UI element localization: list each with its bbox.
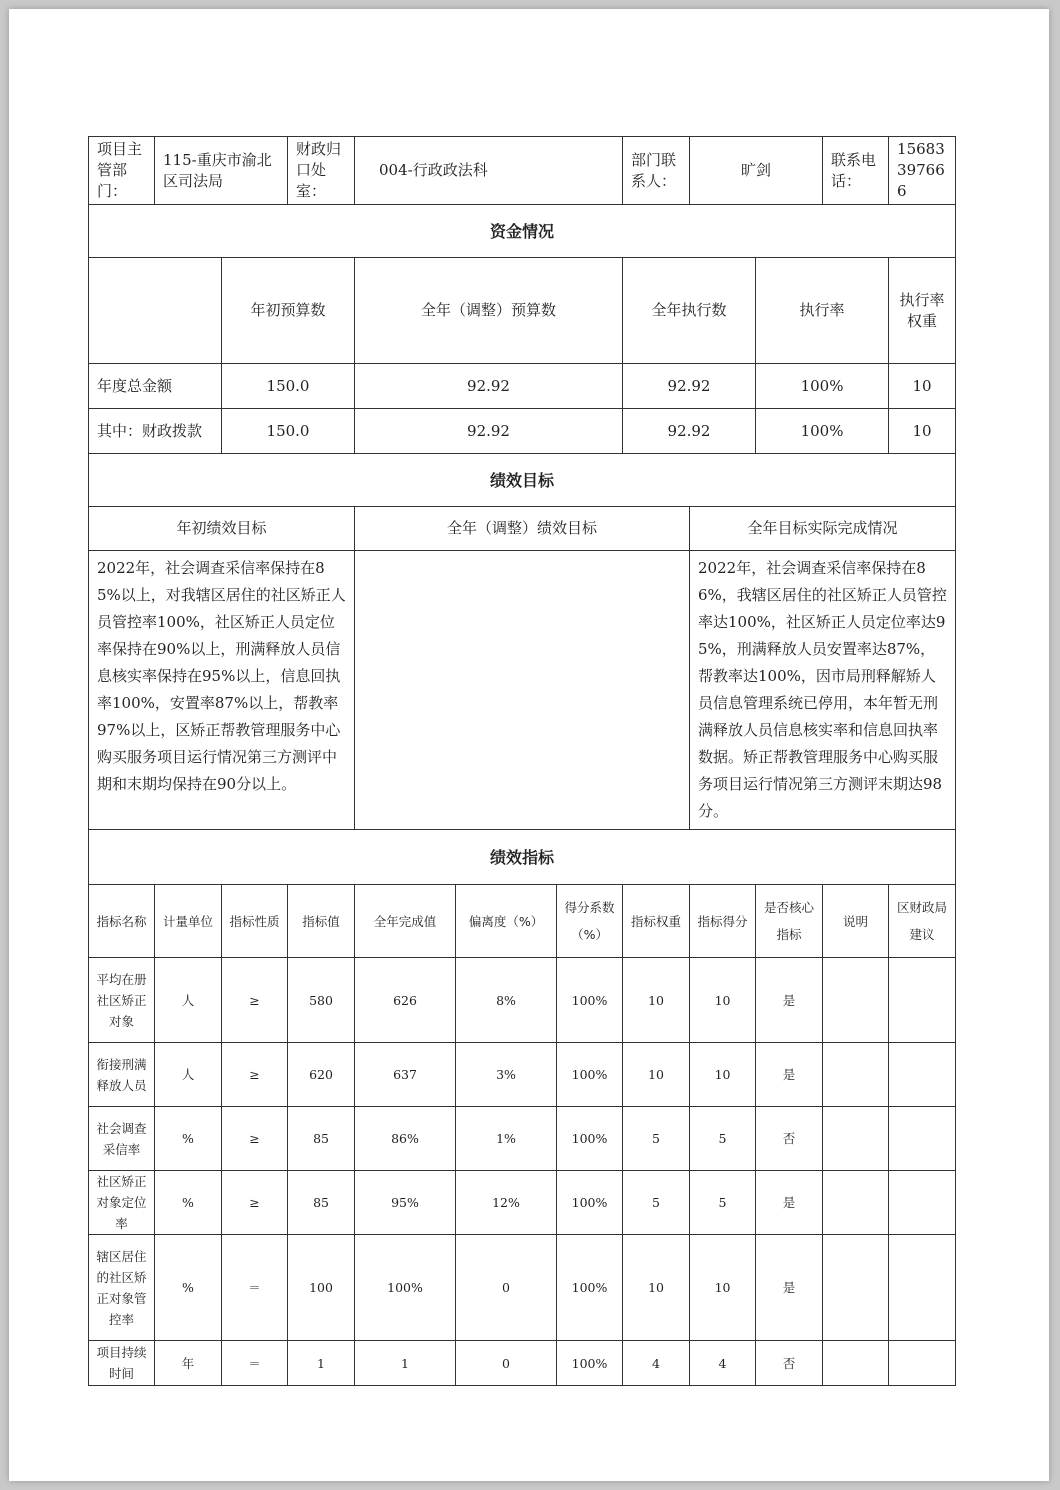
funds-row [89,409,956,454]
goals-content-row [89,551,956,830]
indicator-name: 衔接刑满释放人员 [89,1043,155,1107]
funds-cell: 92.92 [355,409,623,454]
indicators-header: 指标性质 [222,885,288,958]
indicator-row [89,1235,956,1341]
indicator-cell: 5 [623,1171,690,1235]
indicators-header: 得分系数（%） [557,885,623,958]
indicator-name: 社会调查采信率 [89,1107,155,1171]
contact-value: 旷剑 [690,137,823,205]
finance-value: 004-行政政法科 [355,137,623,205]
indicator-cell: % [155,1235,222,1341]
indicator-cell: 100% [557,1341,623,1386]
goals-actual-text: 2022年，社会调查采信率保持在86%，我辖区居住的社区矫正人员管控率达100%，社区矫正人员定位率达95%，刑满释放人员安置率达87%，帮教率达100%，因市局刑释解矫人员信息管理系统已停用，本年暂无刑满释放人员信息核实率和信息回执率数据。矫正帮教管理服务中心购买服务项目运行情况第三方测评末期达98分。 [690,551,956,830]
indicator-cell [889,1107,956,1171]
indicators-header: 指标值 [288,885,355,958]
indicator-cell: 3% [456,1043,557,1107]
indicator-cell: % [155,1107,222,1171]
indicator-cell: 85 [288,1171,355,1235]
indicator-cell: 1% [456,1107,557,1171]
indicator-cell [823,1171,889,1235]
indicator-cell: 95% [355,1171,456,1235]
indicator-cell [889,1341,956,1386]
indicator-cell: 人 [155,958,222,1043]
indicator-cell: 626 [355,958,456,1043]
indicator-cell: 是 [756,1043,823,1107]
indicators-header: 指标得分 [690,885,756,958]
funds-title: 资金情况 [89,205,956,258]
indicators-header: 指标名称 [89,885,155,958]
indicator-cell [889,1235,956,1341]
funds-header: 执行率 [756,258,889,364]
funds-cell: 10 [889,364,956,409]
indicator-name: 平均在册社区矫正对象 [89,958,155,1043]
indicator-cell: 100% [557,1107,623,1171]
funds-cell: 150.0 [222,409,355,454]
goals-adjusted-text [355,551,690,830]
funds-cell: 150.0 [222,364,355,409]
indicator-cell [889,1043,956,1107]
indicator-name: 辖区居住的社区矫正对象管控率 [89,1235,155,1341]
indicator-cell: 8% [456,958,557,1043]
indicator-cell [823,1043,889,1107]
goals-initial-text: 2022年，社会调查采信率保持在85%以上，对我辖区居住的社区矫正人员管控率100%，社区矫正人员定位率保持在90%以上，刑满释放人员信息核实率保持在95%以上，信息回执率100%，安置率87%以上，帮教率97%以上，区矫正帮教管理服务中心购买服务项目运行情况第三方测评中期和末期均保持在90分以上。 [89,551,355,830]
indicator-cell [823,1235,889,1341]
header-row [89,137,956,205]
funds-cell: 10 [889,409,956,454]
indicator-cell: 85 [288,1107,355,1171]
goals-header-adjusted: 全年（调整）绩效目标 [355,507,690,551]
indicator-name: 项目持续时间 [89,1341,155,1386]
indicator-cell: 100% [557,1043,623,1107]
indicator-cell: 0 [456,1341,557,1386]
funds-header-blank [89,258,222,364]
indicator-cell: 1 [288,1341,355,1386]
indicator-cell: 4 [690,1341,756,1386]
indicator-cell: 100% [355,1235,456,1341]
indicator-cell: 10 [623,958,690,1043]
indicators-header: 计量单位 [155,885,222,958]
indicators-header: 全年完成值 [355,885,456,958]
funds-row-label: 年度总金额 [89,364,222,409]
indicator-cell: 5 [690,1171,756,1235]
indicator-cell: ≥ [222,958,288,1043]
indicator-cell: 100 [288,1235,355,1341]
phone-label: 联系电话： [823,137,889,205]
indicator-cell: 是 [756,1171,823,1235]
indicator-row [89,1043,956,1107]
indicator-cell: ＝ [222,1341,288,1386]
indicator-cell: 4 [623,1341,690,1386]
funds-header: 执行率权重 [889,258,956,364]
indicator-cell [889,958,956,1043]
indicator-cell: 10 [623,1235,690,1341]
funds-header: 全年（调整）预算数 [355,258,623,364]
finance-label: 财政归口处室： [288,137,355,205]
indicators-title: 绩效指标 [89,830,956,885]
goals-header-initial: 年初绩效目标 [89,507,355,551]
indicator-cell: 100% [557,1171,623,1235]
document-page [9,9,1049,1481]
contact-label: 部门联系人： [623,137,690,205]
indicator-cell: 是 [756,1235,823,1341]
performance-table [88,136,956,1386]
dept-value: 115-重庆市渝北区司法局 [155,137,288,205]
indicators-header: 是否核心指标 [756,885,823,958]
indicator-cell: ＝ [222,1235,288,1341]
funds-cell: 92.92 [623,364,756,409]
funds-header-row [89,258,956,364]
indicator-name: 社区矫正对象定位率 [89,1171,155,1235]
indicators-header: 偏离度（%） [456,885,557,958]
indicator-cell: 年 [155,1341,222,1386]
indicators-header: 说明 [823,885,889,958]
indicator-cell: 5 [623,1107,690,1171]
indicator-cell: 10 [690,958,756,1043]
indicator-cell [889,1171,956,1235]
indicators-header: 指标权重 [623,885,690,958]
indicators-header-row [89,885,956,958]
indicator-cell [823,1107,889,1171]
funds-cell: 92.92 [623,409,756,454]
indicator-cell: ≥ [222,1107,288,1171]
funds-cell: 100% [756,409,889,454]
indicator-cell: 100% [557,1235,623,1341]
indicator-row [89,1107,956,1171]
indicator-cell: 100% [557,958,623,1043]
indicator-cell: 580 [288,958,355,1043]
funds-cell: 100% [756,364,889,409]
goals-title: 绩效目标 [89,454,956,507]
goals-header-row [89,507,956,551]
indicator-cell: 人 [155,1043,222,1107]
indicators-header: 区财政局建议 [889,885,956,958]
funds-cell: 92.92 [355,364,623,409]
indicator-cell: 0 [456,1235,557,1341]
indicator-cell [823,958,889,1043]
funds-row [89,364,956,409]
indicator-cell: 10 [623,1043,690,1107]
indicator-cell: 5 [690,1107,756,1171]
indicator-cell: ≥ [222,1171,288,1235]
indicator-cell: 86% [355,1107,456,1171]
indicator-cell: 12% [456,1171,557,1235]
indicator-cell: 10 [690,1235,756,1341]
phone-value: 15683397666 [889,137,956,205]
indicator-cell [823,1341,889,1386]
indicator-cell: 1 [355,1341,456,1386]
indicator-cell: 是 [756,958,823,1043]
dept-label: 项目主管部门： [89,137,155,205]
indicator-cell: 620 [288,1043,355,1107]
indicator-row [89,958,956,1043]
funds-header: 年初预算数 [222,258,355,364]
goals-header-actual: 全年目标实际完成情况 [690,507,956,551]
indicator-cell: ≥ [222,1043,288,1107]
indicator-cell: 否 [756,1107,823,1171]
indicator-row [89,1341,956,1386]
indicator-cell: 10 [690,1043,756,1107]
funds-header: 全年执行数 [623,258,756,364]
indicator-cell: % [155,1171,222,1235]
indicator-cell: 否 [756,1341,823,1386]
indicator-cell: 637 [355,1043,456,1107]
indicator-row [89,1171,956,1235]
funds-row-label: 其中：财政拨款 [89,409,222,454]
